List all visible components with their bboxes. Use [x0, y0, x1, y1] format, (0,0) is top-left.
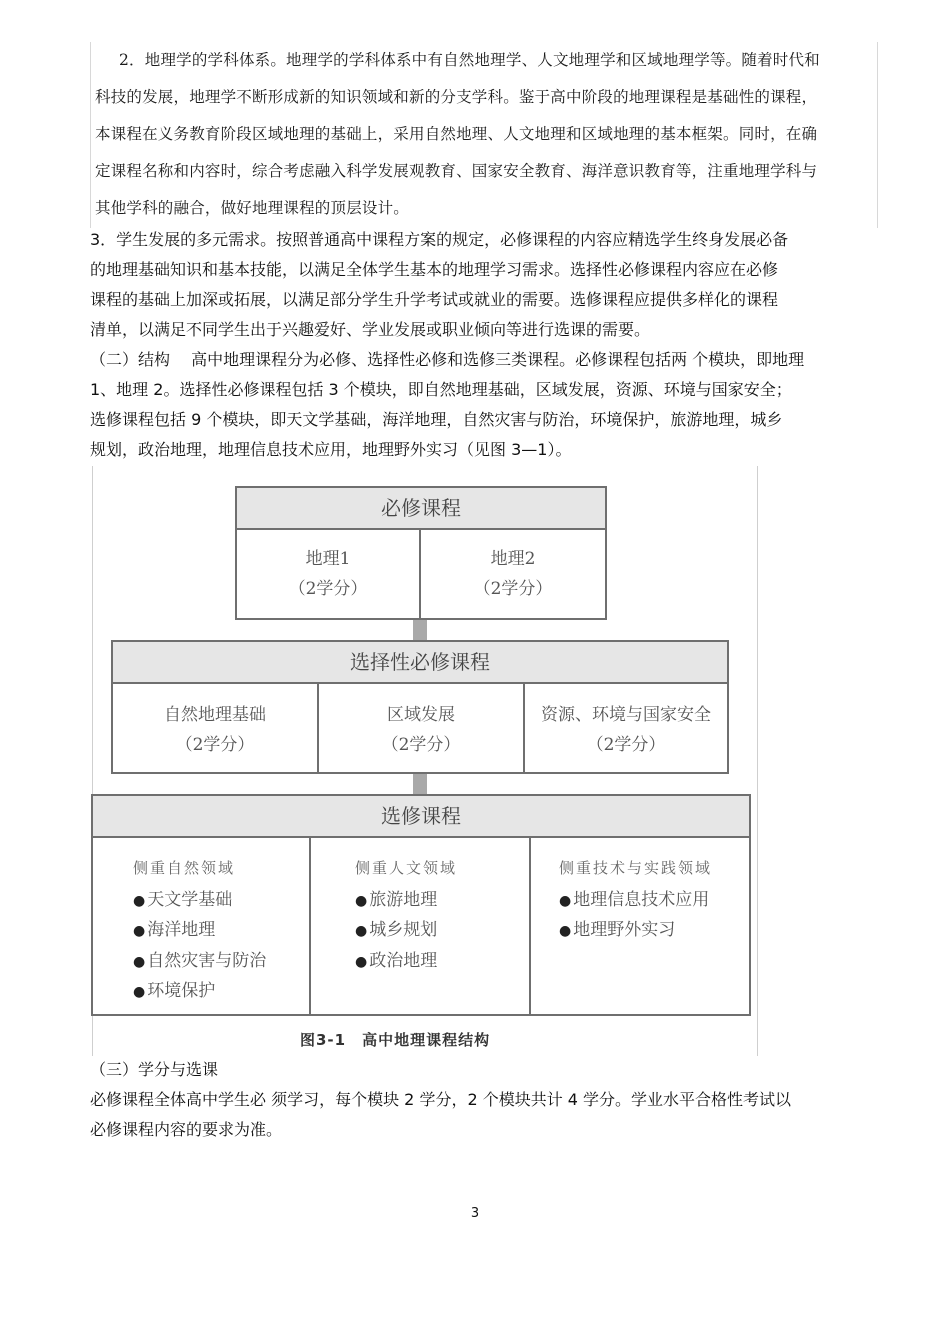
module-credit: （2学分） — [473, 579, 553, 599]
elective-group-natural — [133, 854, 266, 1008]
module-geography-2 — [421, 544, 605, 604]
module-credit: （2学分） — [381, 735, 461, 755]
scanned-paragraph — [90, 42, 878, 228]
compulsory-box — [235, 486, 607, 620]
text-line: 清单，以满足不同学生出于兴趣爱好、学业发展或职业倾向等进行选课的需要。 — [90, 320, 651, 339]
module-regional-development — [319, 700, 523, 760]
module-credit: （2学分） — [175, 735, 255, 755]
elective-item: ● 政治地理 — [355, 947, 457, 978]
connector — [413, 774, 427, 796]
elective-group-technology — [559, 854, 712, 947]
figure-caption: 图3-1 高中地理课程结构 — [300, 1031, 491, 1049]
module-name: 地理2 — [490, 549, 536, 569]
elective-box — [91, 794, 751, 1016]
elective-item: ● 自然灾害与防治 — [133, 947, 266, 978]
text-line: （二）结构 高中地理课程分为必修、选择性必修和选修三类课程。必修课程包括两 个模块，即地理 — [90, 350, 805, 369]
scan-line: 其他学科的融合，做好地理课程的顶层设计。 — [95, 199, 410, 217]
elective-group-human — [355, 854, 457, 977]
selective-compulsory-title: 选择性必修课程 — [113, 642, 727, 684]
text-line: 1、地理 2。选择性必修课程包括 3 个模块，即自然地理基础，区域发展，资源、环境与国家安全； — [90, 380, 792, 399]
group-title: 侧重自然领域 — [133, 859, 236, 877]
module-geography-1 — [237, 544, 419, 604]
elective-item: ● 地理野外实习 — [559, 916, 712, 947]
compulsory-title: 必修课程 — [237, 488, 605, 530]
divider — [529, 836, 531, 1014]
module-credit: （2学分） — [586, 735, 666, 755]
elective-item: ● 城乡规划 — [355, 916, 457, 947]
page-number: 3 — [470, 1206, 480, 1221]
text-line: 课程的基础上加深或拓展，以满足部分学生升学考试或就业的需要。选修课程应提供多样化的课程 — [90, 290, 779, 309]
course-structure-figure — [92, 466, 758, 1056]
elective-item: ● 海洋地理 — [133, 916, 266, 947]
module-name: 自然地理基础 — [164, 705, 266, 725]
module-credit: （2学分） — [288, 579, 368, 599]
module-name: 地理1 — [305, 549, 351, 569]
elective-item: ● 旅游地理 — [355, 886, 457, 917]
text-line: 的地理基础知识和基本技能，以满足全体学生基本的地理学习需求。选择性必修课程内容应在必修 — [90, 260, 779, 279]
scan-line: 定课程名称和内容时，综合考虑融入科学发展观教育、国家安全教育、海洋意识教育等，注重地理学科与 — [95, 162, 818, 180]
elective-item: ● 环境保护 — [133, 977, 266, 1008]
scan-line: 科技的发展，地理学不断形成新的知识领域和新的分支学科。鉴于高中阶段的地理课程是基础性的课程， — [95, 88, 818, 106]
module-name: 资源、环境与国家安全 — [541, 705, 711, 725]
group-title: 侧重技术与实践领域 — [559, 859, 713, 877]
selective-compulsory-box — [111, 640, 729, 774]
text-line: 必修课程全体高中学生必 须学习，每个模块 2 学分，2 个模块共计 4 学分。学业水平合格性考试以 — [90, 1090, 792, 1109]
elective-title: 选修课程 — [93, 796, 749, 838]
divider — [309, 836, 311, 1014]
section-heading-credits: （三）学分与选课 — [90, 1060, 219, 1079]
elective-item: ● 地理信息技术应用 — [559, 886, 712, 917]
scan-line: 本课程在义务教育阶段区域地理的基础上，采用自然地理、人文地理和区域地理的基本框架。同时，在确 — [95, 125, 818, 143]
connector — [413, 620, 427, 640]
group-title: 侧重人文领域 — [355, 859, 458, 877]
scan-line: 2．地理学的学科体系。地理学的学科体系中有自然地理学、人文地理学和区域地理学等。随着时代和 — [119, 51, 820, 69]
text-line: 规划，政治地理，地理信息技术应用，地理野外实习（见图 3—1）。 — [90, 440, 572, 459]
text-line: 3．学生发展的多元需求。按照普通高中课程方案的规定，必修课程的内容应精选学生终身发展必备 — [90, 230, 789, 249]
module-name: 区域发展 — [387, 705, 455, 725]
text-line: 选修课程包括 9 个模块，即天文学基础，海洋地理，自然灾害与防治，环境保护，旅游地理，城乡 — [90, 410, 783, 429]
elective-item: ● 天文学基础 — [133, 886, 266, 917]
text-line: 必修课程内容的要求为准。 — [90, 1120, 283, 1139]
module-resources-security — [525, 700, 727, 760]
module-physical-geography — [113, 700, 317, 760]
